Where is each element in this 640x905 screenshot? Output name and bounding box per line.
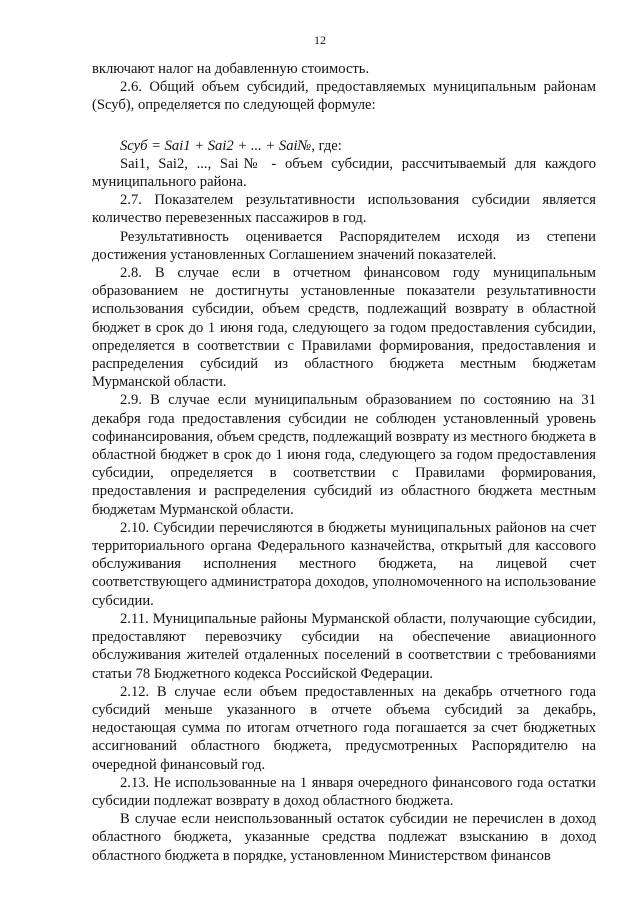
paragraph-2-6: 2.6. Общий объем субсидий, предоставляемых муниципальным районам (Sсуб), определяется по следующей формуле: (92, 79, 596, 114)
document-body (92, 60, 596, 865)
paragraph-2-10: 2.10. Субсидии перечисляются в бюджеты муниципальных районов на счет территориального органа Федерального казначейства, открытый для кассового обслуживания исполнения местного бюджета, на лицевой счет соответствующего администратора доходов, уполномоченного на использование субсидии. (92, 519, 596, 609)
paragraph-unused-balance: В случае если неиспользованный остаток субсидии не перечислен в доход областного бюджета, указанные средства подлежат взысканию в доход областного бюджета в порядке, установленном Министерством финансов (92, 811, 596, 864)
paragraph-continuation: включают налог на добавленную стоимость. (92, 61, 370, 77)
page-number: 12 (314, 33, 326, 47)
paragraph-formula-legend: Sai1, Sai2, ..., Sai№ - объем субсидии, рассчитываемый для каждого муниципального района. (92, 155, 596, 191)
paragraph-2-7: 2.7. Показателем результативности использования субсидии является количество перевезенных пассажиров в год. (92, 192, 596, 227)
paragraph-2-8: 2.8. В случае если в отчетном финансовом году муниципальным образованием не достигнуты установленные показатели результативности использования субсидии, объем средств, подлежащий возврату в областной бюджет в срок до 1 июня года, следующего за годом предоставления субсидии, определяется в соответствии с Правилами формирования, предоставления и распределения субсидий из областного бюджета местным бюджетам Мурманской области. (92, 265, 596, 391)
paragraph-effectiveness: Результативность оценивается Распорядителем исходя из степени достижения установленных Соглашением значений показателей. (92, 228, 596, 263)
formula-tail: , где: (311, 137, 342, 154)
paragraph-2-12: 2.12. В случае если объем предоставленных на декабрь отчетного года субсидий меньше указанного в отчете объема субсидий за декабрь, недостающая сумма по итогам отчетного года погашается за счет бюджетных ассигнований областного бюджета, предусмотренных Распорядителю на очередной финансовый год. (92, 683, 596, 773)
formula-expression: Sсуб = Sai1 + Sai2 + ... + Sai№ (120, 137, 312, 154)
formula (92, 137, 596, 155)
paragraph-2-11: 2.11. Муниципальные районы Мурманской области, получающие субсидии, предоставляют перевозчику субсидии на обеспечение авиационного обслуживания жителей отдаленных поселений в соответствии с требованиями статьи 78 Бюджетного кодекса Российской Федерации. (92, 610, 596, 682)
paragraph-2-13: 2.13. Не использованные на 1 января очередного финансового года остатки субсидии подлежат возврату в доход областного бюджета. (92, 774, 596, 809)
paragraph-2-9: 2.9. В случае если муниципальным образованием по состоянию на 31 декабря года предоставления субсидии не соблюден установленный уровень софинансирования, объем средств, подлежащий возврату из местного бюджета в областной бюджет в срок до 1 июня года, следующего за годом предоставления субсидии, определяется в соответствии с Правилами формирования, предоставления и распределения субсидий из областного бюджета местным бюджетам Мурманской области. (92, 392, 596, 518)
